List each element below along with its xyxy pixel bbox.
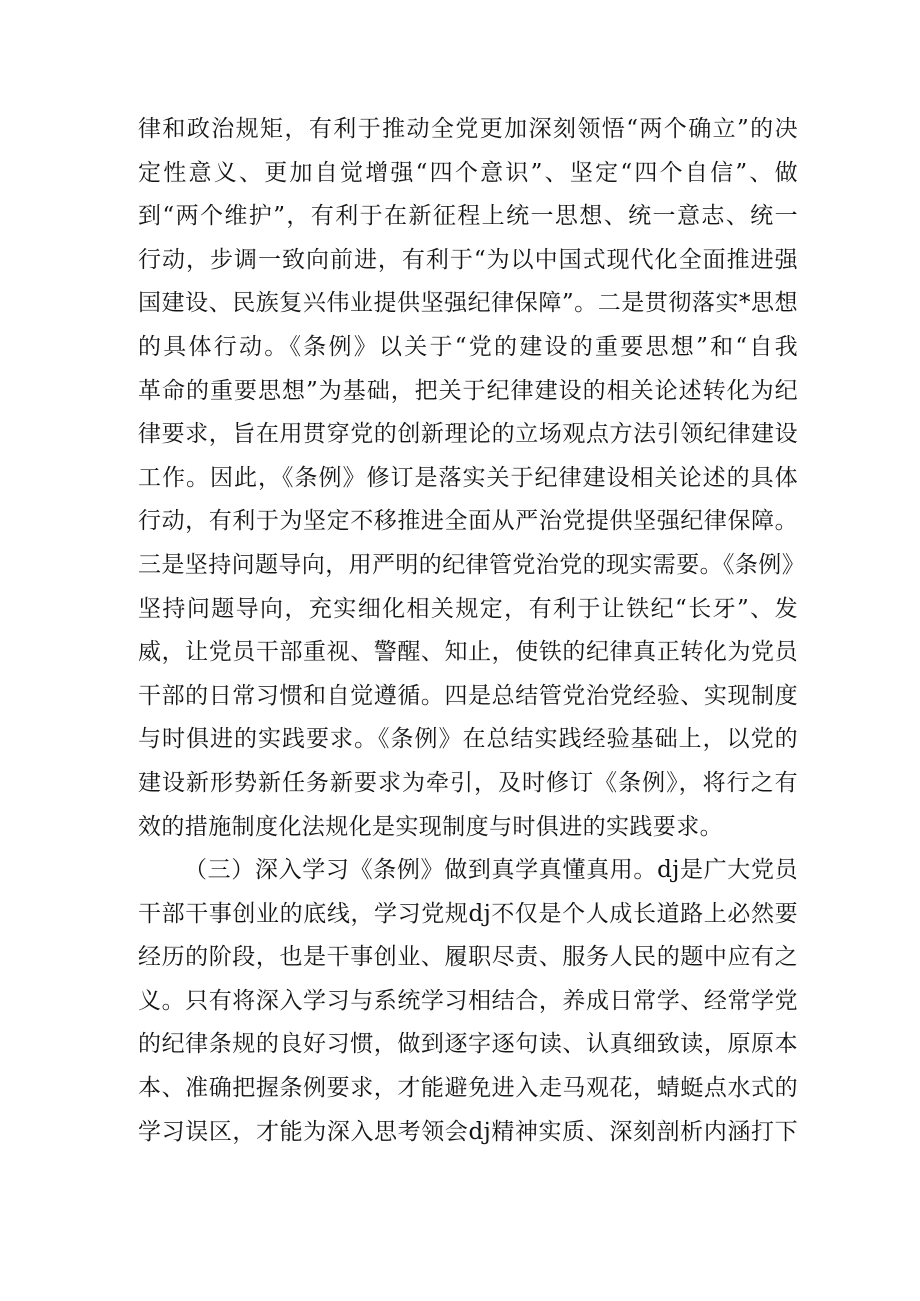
text-line: 定性意义、更加自觉增强“四个意识”、坚定“四个自信”、做 xyxy=(138,159,798,186)
text-line: 义。只有将深入学习与系统学习相结合，养成日常学、经常学党 xyxy=(138,987,798,1014)
text-line: 到“两个维护”，有利于在新征程上统一思想、统一意志、统一 xyxy=(138,203,798,230)
text-line: 本、准确把握条例要求，才能避免进入走马观花，蜻蜓点水式的 xyxy=(138,1075,798,1102)
text-line: 效的措施制度化法规化是实现制度与时俱进的实践要求。 xyxy=(138,813,723,840)
text-line: 经历的阶段，也是干事创业、履职尽责、服务人民的题中应有之 xyxy=(138,944,798,971)
text-line: 革命的重要思想”为基础，把关于纪律建设的相关论述转化为纪 xyxy=(138,377,798,404)
text-line: 建设新形势新任务新要求为牵引，及时修订《条例》，将行之有 xyxy=(138,769,798,796)
text-line: 的具体行动。《条例》以关于“党的建设的重要思想”和“自我 xyxy=(138,333,798,360)
text-line: 行动，有利于为坚定不移推进全面从严治党提供坚强纪律保障。 xyxy=(138,508,798,535)
paragraph-section-three xyxy=(138,849,798,1154)
text-line: 律和政治规矩，有利于推动全党更加深刻领悟“两个确立”的决 xyxy=(138,116,798,142)
text-line: 行动，步调一致向前进，有利于“为以中国式现代化全面推进强 xyxy=(138,246,798,273)
text-line: 学习误区，才能为深入思考领会dj精神实质、深刻剖析内涵打下 xyxy=(138,1118,798,1145)
text-line: 干部的日常习惯和自觉遵循。四是总结管党治党经验、实现制度 xyxy=(138,682,798,709)
document-body xyxy=(138,108,806,1154)
text-line: 三是坚持问题导向，用严明的纪律管党治党的现实需要。《条例》 xyxy=(138,551,806,578)
text-line: 与时俱进的实践要求。《条例》在总结实践经验基础上，以党的 xyxy=(138,726,798,753)
text-line: 工作。因此，《条例》修订是落实关于纪律建设相关论述的具体 xyxy=(138,464,798,491)
text-line: 国建设、民族复兴伟业提供坚强纪律保障”。二是贯彻落实*思想 xyxy=(138,290,798,317)
section-heading-line: （三）深入学习《条例》做到真学真懂真用。dj是广大党员 xyxy=(184,857,798,884)
text-line: 律要求，旨在用贯穿党的创新理论的立场观点方法引领纪律建设 xyxy=(138,421,798,448)
text-line: 坚持问题导向，充实细化相关规定，有利于让铁纪“长牙”、发 xyxy=(138,595,798,622)
text-line: 干部干事创业的底线，学习党规dj不仅是个人成长道路上必然要 xyxy=(138,900,798,927)
text-line: 威，让党员干部重视、警醒、知止，使铁的纪律真正转化为党员 xyxy=(138,639,798,666)
text-line: 的纪律条规的良好习惯，做到逐字逐句读、认真细致读，原原本 xyxy=(138,1031,798,1058)
paragraph-discipline-significance xyxy=(138,108,806,849)
